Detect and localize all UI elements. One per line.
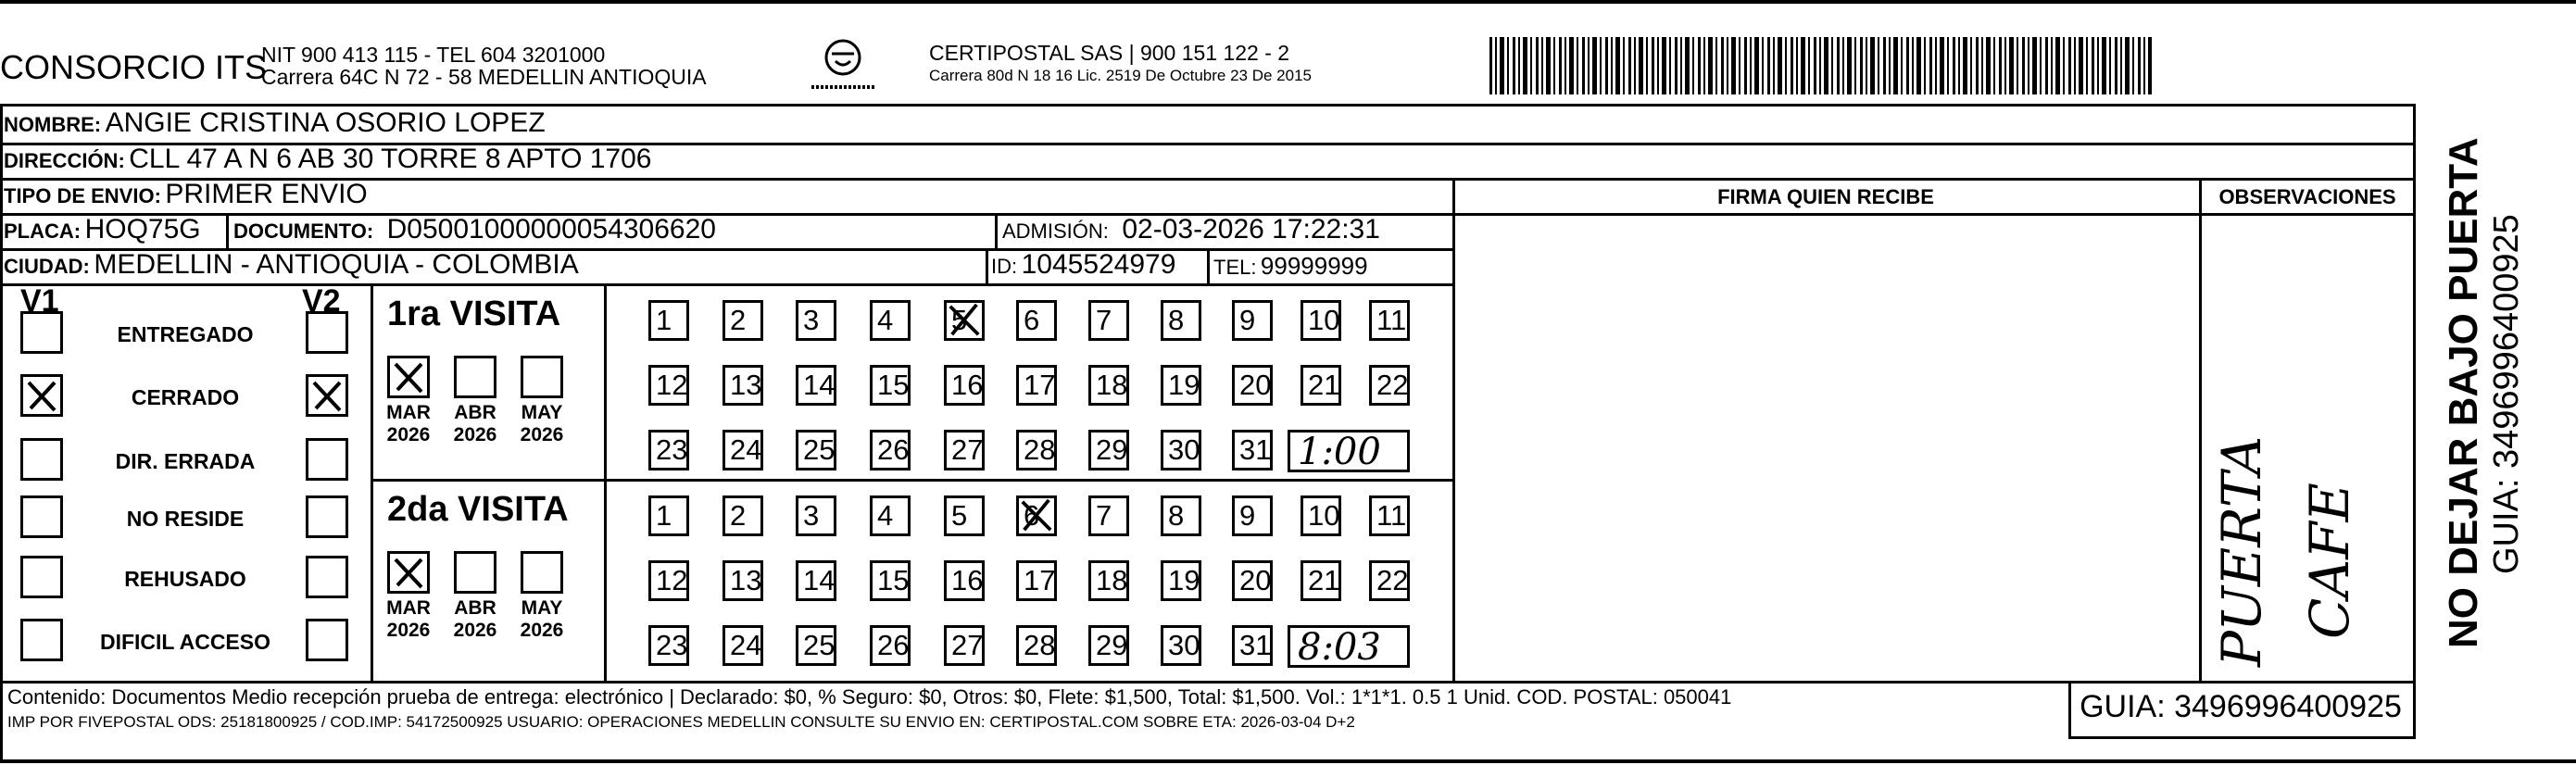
day-box[interactable]: 31: [1232, 625, 1273, 666]
document-label: DOCUMENTO:: [233, 219, 374, 243]
day-box[interactable]: 25: [796, 430, 836, 470]
day-box[interactable]: 29: [1088, 430, 1129, 470]
footer-imp: IMP POR FIVEPOSTAL ODS: 25181800925 / COD.IMP: 54172500925 USUARIO: OPERACIONES MEDELLIN CONSULTE SU ENVIO EN: CERTIPOSTAL.COM SOBRE ETA: 2026-03-04 D+2: [7, 713, 1355, 731]
month-year: 2026: [453, 424, 497, 445]
day-box[interactable]: 7: [1088, 300, 1129, 341]
day-box[interactable]: 15: [870, 560, 911, 601]
x-mark-icon: [23, 377, 60, 414]
day-box[interactable]: 4: [870, 495, 911, 536]
side-guia: GUIA: 3496996400925: [2487, 214, 2526, 574]
row-line: [0, 104, 2416, 107]
day-box[interactable]: 22: [1369, 365, 1410, 406]
name-row: [4, 107, 546, 139]
day-box[interactable]: 18: [1088, 560, 1129, 601]
row-line: [2068, 736, 2416, 739]
visit-title: 2da VISITA: [387, 490, 569, 529]
status-label: ENTREGADO: [117, 322, 254, 346]
month-label: ABR: [454, 402, 496, 423]
day-box[interactable]: 9: [1232, 495, 1273, 536]
visit-time-box: [1288, 625, 1410, 668]
bottom-rule: [0, 759, 2576, 763]
day-box[interactable]: 28: [1016, 625, 1057, 666]
day-box[interactable]: 16: [944, 365, 985, 406]
day-box[interactable]: 27: [944, 625, 985, 666]
x-mark-icon: [390, 554, 427, 591]
month-label: MAR: [386, 597, 431, 619]
col-line: [604, 283, 607, 682]
status-v1-checkbox[interactable]: [20, 374, 63, 417]
shipment-label: TIPO DE ENVIO:: [4, 184, 161, 207]
visit-time: 8:03: [1298, 626, 1381, 669]
month-year: 2026: [386, 424, 431, 445]
day-box[interactable]: 11: [1369, 495, 1410, 536]
side-warning: NO DEJAR BAJO PUERTA: [2441, 137, 2486, 648]
carrier-address: Carrera 80d N 18 16 Lic. 2519 De Octubre 23 De 2015: [929, 67, 1312, 84]
side-strip: [2419, 111, 2572, 667]
city-row: [4, 249, 579, 281]
visit-time-box: [1288, 430, 1410, 472]
day-box[interactable]: 12: [648, 365, 689, 406]
day-box[interactable]: 19: [1161, 560, 1201, 601]
observations-header: OBSERVACIONES: [2218, 185, 2396, 208]
day-box[interactable]: 4: [870, 300, 911, 341]
v2-label: V2: [302, 283, 341, 319]
recipient-name: ANGIE CRISTINA OSORIO LOPEZ: [105, 107, 546, 138]
day-box[interactable]: 1: [648, 300, 689, 341]
city-label: CIUDAD:: [4, 255, 90, 278]
v1-label: V1: [20, 283, 59, 319]
day-box[interactable]: 18: [1088, 365, 1129, 406]
day-box[interactable]: 9: [1232, 300, 1273, 341]
company-name: CONSORCIO ITS: [0, 48, 268, 86]
day-box[interactable]: 16: [944, 560, 985, 601]
document-value: D05001000000054306620: [386, 214, 716, 245]
day-box[interactable]: 23: [648, 625, 689, 666]
col-line: [1452, 178, 1455, 683]
footer-guia: GUIA: 3496996400925: [2080, 689, 2402, 724]
status-v2-checkbox[interactable]: [306, 374, 348, 417]
day-x-mark-icon: [1019, 498, 1054, 533]
day-box[interactable]: 7: [1088, 495, 1129, 536]
col-line: [995, 213, 998, 248]
col-line: [986, 248, 988, 283]
day-box[interactable]: 2: [723, 495, 763, 536]
plate-row: [4, 214, 201, 245]
day-box[interactable]: 17: [1016, 365, 1057, 406]
row-line: [371, 479, 1452, 482]
day-box[interactable]: 23: [648, 430, 689, 470]
row-line: [0, 681, 2416, 683]
day-box[interactable]: 8: [1161, 300, 1201, 341]
address-row: [4, 144, 651, 175]
day-box[interactable]: 26: [870, 625, 911, 666]
status-v2-checkbox[interactable]: [306, 556, 348, 598]
status-v1-checkbox[interactable]: [20, 495, 63, 538]
month-year: 2026: [520, 424, 564, 445]
address-label: DIRECCIÓN:: [4, 149, 125, 172]
day-box[interactable]: 1: [648, 495, 689, 536]
month-label: MAR: [386, 402, 431, 423]
day-box[interactable]: 15: [870, 365, 911, 406]
status-v1-checkbox[interactable]: [20, 556, 63, 598]
col-line: [1207, 248, 1210, 283]
day-box[interactable]: 5: [944, 300, 985, 341]
day-box[interactable]: 31: [1232, 430, 1273, 470]
day-box[interactable]: 10: [1301, 300, 1341, 341]
id-label: ID:: [991, 255, 1018, 278]
admission-label: ADMISIÓN:: [1002, 219, 1109, 243]
handwriting-cafe: CAFE: [2298, 483, 2361, 639]
day-box[interactable]: 19: [1161, 365, 1201, 406]
day-box[interactable]: 17: [1016, 560, 1057, 601]
company-nit: NIT 900 413 115 - TEL 604 3201000: [261, 43, 606, 67]
day-box[interactable]: 20: [1232, 365, 1273, 406]
status-label: NO RESIDE: [126, 507, 245, 531]
month-checkbox[interactable]: [521, 356, 563, 398]
col-line: [2413, 104, 2416, 739]
month-checkbox[interactable]: [521, 551, 563, 594]
x-mark-icon: [390, 358, 427, 395]
day-box[interactable]: 30: [1161, 625, 1201, 666]
col-line: [2199, 178, 2202, 683]
day-box[interactable]: 21: [1301, 365, 1341, 406]
status-v1-checkbox[interactable]: [20, 438, 63, 481]
month-year: 2026: [520, 620, 564, 641]
day-box[interactable]: 5: [944, 495, 985, 536]
visit-time: 1:00: [1298, 431, 1381, 473]
x-mark-icon: [308, 377, 346, 414]
visit-title: 1ra VISITA: [387, 295, 561, 333]
status-label: CERRADO: [131, 385, 240, 409]
month-checkbox[interactable]: [387, 551, 430, 594]
row-line: [0, 283, 1452, 286]
day-box[interactable]: 3: [796, 300, 836, 341]
day-box[interactable]: 14: [796, 365, 836, 406]
day-box[interactable]: 20: [1232, 560, 1273, 601]
status-label: REHUSADO: [124, 567, 246, 591]
status-label: DIFICIL ACCESO: [99, 630, 270, 654]
day-box[interactable]: 24: [723, 430, 763, 470]
day-box[interactable]: 22: [1369, 560, 1410, 601]
certipostal-logo: [806, 35, 880, 100]
status-v2-checkbox[interactable]: [306, 438, 348, 481]
month-checkbox[interactable]: [454, 551, 496, 594]
day-box[interactable]: 10: [1301, 495, 1341, 536]
footer-contents: Contenido: Documentos Medio recepción prueba de entrega: electrónico | Declarado: $0, % Seguro: $0, Otros: $0, Flete: $1,500, Total: $1,500. Vol.: 1*1*1. 0.5 1 Unid. COD. POSTAL: 050041: [7, 685, 1732, 709]
top-rule: [0, 0, 2576, 4]
handwriting-puerta: PUERTA: [2210, 435, 2273, 667]
status-label: DIR. ERRADA: [115, 449, 256, 473]
month-label: ABR: [454, 597, 496, 619]
month-label: MAY: [521, 402, 563, 423]
admission-row: [1002, 214, 1380, 245]
plate-value: HOQ75G: [84, 214, 201, 245]
day-box[interactable]: 29: [1088, 625, 1129, 666]
day-box[interactable]: 27: [944, 430, 985, 470]
col-line: [226, 213, 229, 248]
day-box[interactable]: 6: [1016, 495, 1057, 536]
month-year: 2026: [453, 620, 497, 641]
day-box[interactable]: 24: [723, 625, 763, 666]
day-box[interactable]: 11: [1369, 300, 1410, 341]
col-line: [0, 104, 3, 763]
status-v1-checkbox[interactable]: [20, 619, 63, 661]
day-box[interactable]: 28: [1016, 430, 1057, 470]
observations-handwriting: [2205, 398, 2408, 676]
recipient-address: CLL 47 A N 6 AB 30 TORRE 8 APTO 1706: [129, 144, 652, 174]
day-box[interactable]: 12: [648, 560, 689, 601]
day-box[interactable]: 21: [1301, 560, 1341, 601]
company-address: Carrera 64C N 72 - 58 MEDELLIN ANTIOQUIA: [261, 65, 707, 89]
day-box[interactable]: 3: [796, 495, 836, 536]
day-box[interactable]: 6: [1016, 300, 1057, 341]
month-label: MAY: [521, 597, 563, 619]
day-box[interactable]: 26: [870, 430, 911, 470]
document-row: [233, 214, 716, 245]
barcode: [1489, 37, 2152, 94]
id-value: 1045524979: [1021, 249, 1176, 280]
day-box[interactable]: 8: [1161, 495, 1201, 536]
carrier-line: CERTIPOSTAL SAS | 900 151 122 - 2: [929, 41, 1290, 65]
tel-value: 99999999: [1260, 252, 1368, 280]
month-checkbox[interactable]: [387, 356, 430, 398]
status-v2-checkbox[interactable]: [306, 619, 348, 661]
day-box[interactable]: 13: [723, 365, 763, 406]
tel-label: TEL:: [1213, 256, 1257, 279]
day-box[interactable]: 30: [1161, 430, 1201, 470]
month-year: 2026: [386, 620, 431, 641]
day-box[interactable]: 14: [796, 560, 836, 601]
day-x-mark-icon: [947, 303, 982, 338]
day-box[interactable]: 25: [796, 625, 836, 666]
tel-row: [1213, 252, 1368, 281]
day-box[interactable]: 2: [723, 300, 763, 341]
city-value: MEDELLIN - ANTIOQUIA - COLOMBIA: [94, 249, 579, 280]
shipment-row: [4, 179, 368, 210]
status-v2-checkbox[interactable]: [306, 495, 348, 538]
id-row: [991, 249, 1175, 281]
shipment-type: PRIMER ENVIO: [165, 179, 368, 209]
plate-label: PLACA:: [4, 219, 82, 243]
day-box[interactable]: 13: [723, 560, 763, 601]
name-label: NOMBRE:: [4, 113, 102, 136]
status-v2-checkbox[interactable]: [306, 311, 348, 354]
admission-value: 02-03-2026 17:22:31: [1122, 214, 1380, 245]
col-line: [371, 283, 373, 682]
signature-header: FIRMA QUIEN RECIBE: [1717, 185, 1934, 208]
month-checkbox[interactable]: [454, 356, 496, 398]
status-v1-checkbox[interactable]: [20, 311, 63, 354]
